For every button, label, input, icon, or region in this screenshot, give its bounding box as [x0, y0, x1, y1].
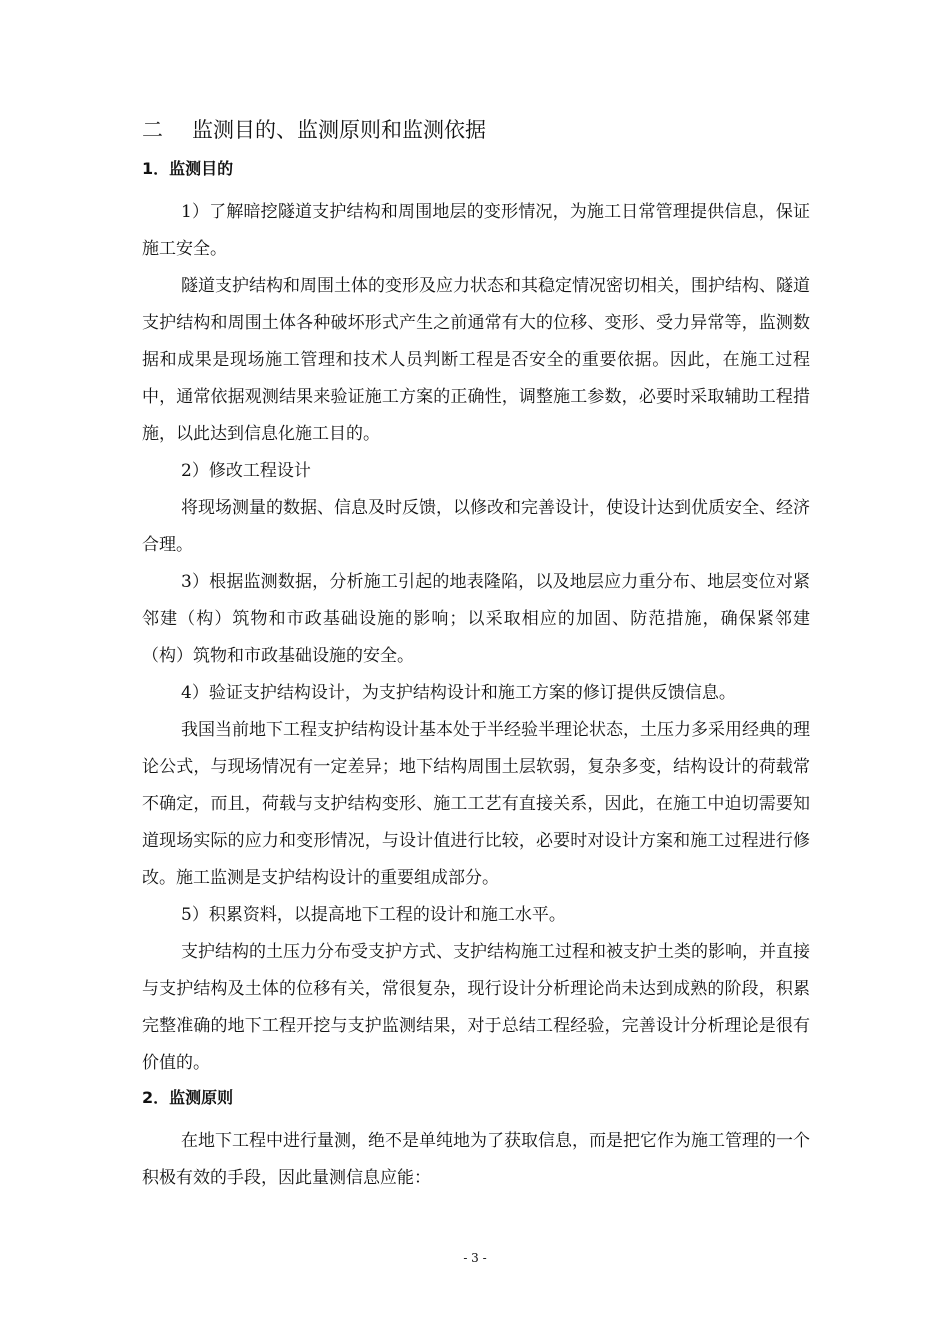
paragraph: 隧道支护结构和周围土体的变形及应力状态和其稳定情况密切相关，围护结构、隧道支护结构和周围土体各种破坏形式产生之前通常有大的位移、变形、受力异常等，监测数据和成果是现场施工管理和技术人员判断工程是否安全的重要依据。因此，在施工过程中，通常依据观测结果来验证施工方案的正确性，调整施工参数，必要时采取辅助工程措施，以此达到信息化施工目的。 [142, 276, 810, 444]
chapter-title-text: 监测目的、监测原则和监测依据 [192, 118, 486, 142]
page-number: - 3 - [463, 1251, 487, 1265]
paragraph: 1）了解暗挖隧道支护结构和周围地层的变形情况，为施工日常管理提供信息，保证施工安全。 [142, 202, 810, 259]
paragraph: 5）积累资料，以提高地下工程的设计和施工水平。 [181, 905, 566, 925]
paragraph: 3）根据监测数据，分析施工引起的地表隆陷，以及地层应力重分布、地层变位对紧邻建（构）筑物和市政基础设施的影响；以采取相应的加固、防范措施，确保紧邻建（构）筑物和市政基础设施的安全。 [142, 572, 810, 666]
chapter-title [142, 114, 810, 146]
paragraph: 我国当前地下工程支护结构设计基本处于半经验半理论状态，土压力多采用经典的理论公式，与现场情况有一定差异；地下结构周围土层软弱，复杂多变，结构设计的荷载常不确定，而且，荷载与支护结构变形、施工工艺有直接关系，因此，在施工中迫切需要知道现场实际的应力和变形情况，与设计值进行比较，必要时对设计方案和施工过程进行修改。施工监测是支护结构设计的重要组成部分。 [142, 720, 810, 888]
paragraph: 在地下工程中进行量测，绝不是单纯地为了获取信息，而是把它作为施工管理的一个积极有效的手段，因此量测信息应能： [142, 1131, 810, 1188]
page-content [142, 114, 810, 1197]
chapter-number: 二 [142, 118, 163, 142]
section-heading-purpose: 1．监测目的 [142, 159, 234, 178]
paragraph: 4）验证支护结构设计，为支护结构设计和施工方案的修订提供反馈信息。 [181, 683, 736, 703]
paragraph: 2）修改工程设计 [181, 461, 311, 481]
section-heading-principles: 2．监测原则 [142, 1088, 234, 1107]
paragraph: 支护结构的土压力分布受支护方式、支护结构施工过程和被支护土类的影响，并直接与支护结构及土体的位移有关，常很复杂，现行设计分析理论尚未达到成熟的阶段，积累完整准确的地下工程开挖与支护监测结果，对于总结工程经验，完善设计分析理论是很有价值的。 [142, 942, 810, 1073]
paragraph: 将现场测量的数据、信息及时反馈，以修改和完善设计，使设计达到优质安全、经济合理。 [142, 498, 810, 555]
